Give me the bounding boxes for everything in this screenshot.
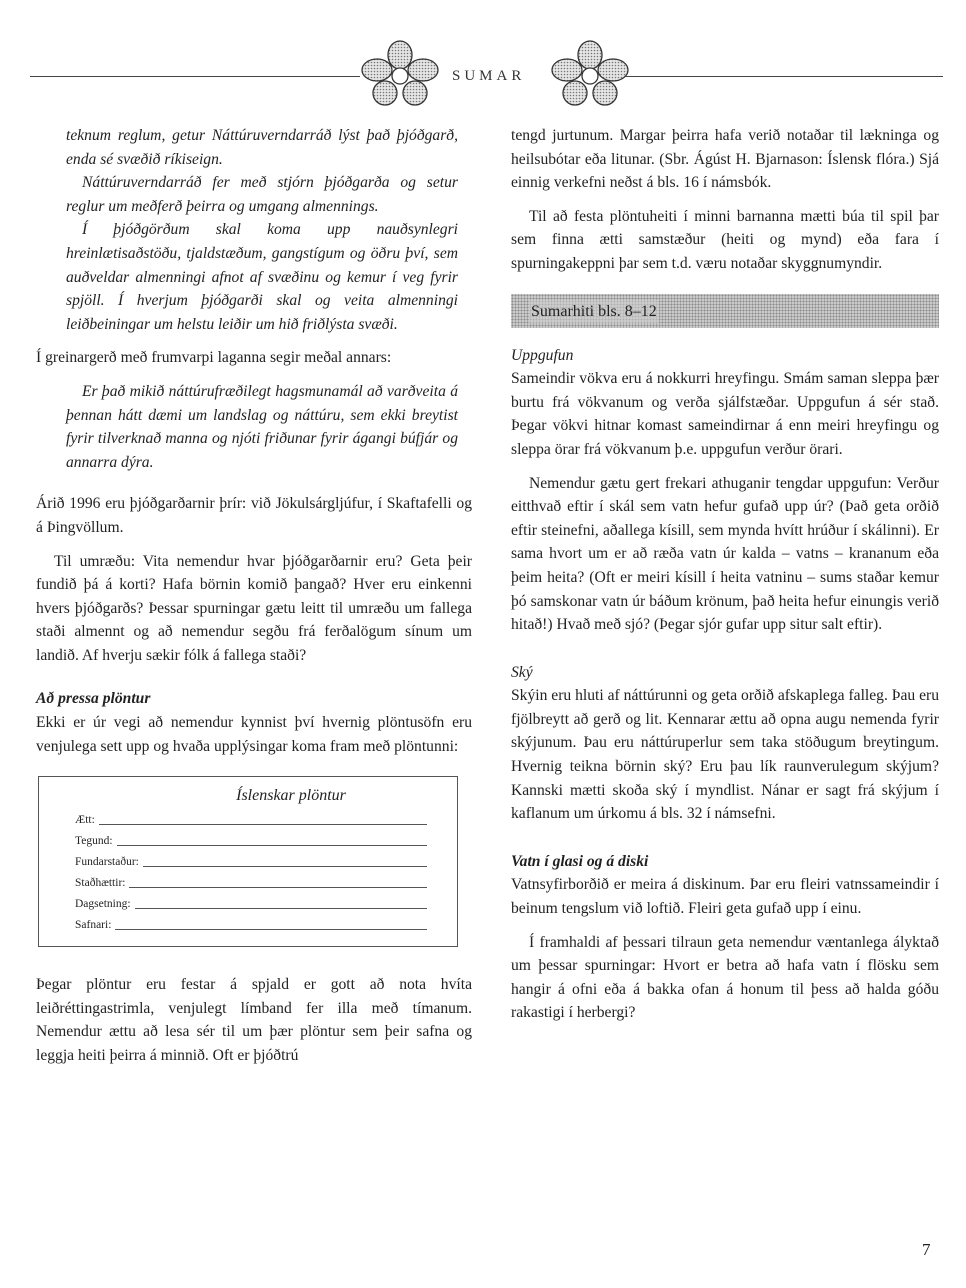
law-quote-p2: Náttúruverndarráð fer með stjórn þjóðgarða og setur reglur um meðferð þeirra og umgang almennings.	[66, 174, 458, 215]
section-banner-label: Sumarhiti bls. 8–12	[529, 300, 659, 324]
header-label: SUMAR	[452, 68, 526, 84]
discussion-paragraph: Til umræðu: Vita nemendur hvar þjóðgarðarnir eru? Geta þeir fundið þá á korti? Hafa börnin komið þangað? Hver eru einkenni hvers þjóðgarðs? Þessar spurningar gætu leitt til umræðu um fallega staði almennt og að nemendur segðu frá ferðalögum sínum um landið. Af hverju sækir fólk á fallega staði?	[36, 552, 472, 664]
page-header	[0, 40, 966, 120]
evaporation-p1: Sameindir vökva eru á nokkurri hreyfingu. Smám saman sleppa þær burtu frá vökvanum og verða sjálfstæðar. Uppgufun á sér stað. Þegar vökvi hitnar komast sameindirnar á enn meiri hreyfingu og sleppa örar frá vökvanum þ.e. uppgufun verður örari.	[511, 370, 939, 458]
press-plants-text: Ekki er úr vegi að nemendur kynnist því hvernig plöntusöfn eru venjulega sett upp og hvaða upplýsingar koma fram með plöntunni:	[36, 714, 472, 755]
page-number: 7	[922, 1240, 931, 1259]
law-quote-p1: teknum reglum, getur Náttúruverndarráð lýst það þjóðgarð, enda sé svæðið ríkiseign.	[66, 127, 458, 168]
parks-1996-paragraph: Árið 1996 eru þjóðgarðarnir þrír: við Jökulsárgljúfur, í Skaftafelli og á Þingvöllum.	[36, 495, 472, 536]
clouds-heading: Ský	[511, 663, 533, 681]
section-banner	[511, 294, 939, 328]
form-field-stadhaettir: Staðhættir:	[75, 873, 447, 894]
water-glass-p1: Vatnsyfirborðið er meira á diskinum. Þar eru fleiri vatnssameindir í beinum tengslum við loftið. Fleiri geta gufað upp í einu.	[511, 876, 939, 918]
law-quote-p3: Í þjóðgörðum skal koma upp nauðsynlegri hreinlætisaðstöðu, tjaldstæðum, gangstígum og öðru því, sem auðveldar almenningi afnot af svæðinu og kemur í veg fyrir spjöll. Í hverjum þjóðgarði skal og veita almenningi leiðbeiningar um helstu leiðir um hið friðlýsta svæði.	[66, 221, 458, 333]
form-field-safnari: Safnari:	[75, 915, 447, 936]
plant-label-form	[38, 776, 458, 947]
water-glass-p2: Í framhaldi af þessari tilraun geta nemendur væntanlega ályktað um þessar spurningar: Hvort er betra að hafa vatn í flösku sem hangir á ofni eða á bakka ofan á honum til þess að halda góðu rakastigi í herbergi?	[511, 933, 939, 1022]
evaporation-heading: Uppgufun	[511, 346, 574, 364]
water-glass-heading: Vatn í glasi og á diski	[511, 852, 649, 870]
left-column	[36, 124, 472, 1078]
form-field-dagsetning: Dagsetning:	[75, 894, 447, 915]
flower-icon	[545, 40, 635, 110]
form-title: Íslenskar plöntur	[236, 787, 346, 805]
folklore-paragraph: tengd jurtunum. Margar þeirra hafa verið notaðar til lækninga og heilsubótar eða litunar. (Sbr. Ágúst H. Bjarnason: Íslensk flóra.) Sjá einnig verkefni neðst á bls. 16 í námsbók.	[511, 127, 939, 192]
right-column	[511, 124, 939, 1035]
form-field-tegund: Tegund:	[75, 831, 447, 852]
plant-names-paragraph: Til að festa plöntuheiti í minni barnanna mætti búa til spil þar sem finna ætti samstæður (heiti og mynd) eða fara í spurningakeppni þar sem t.d. væru notaðar skyggnumyndir.	[511, 207, 939, 272]
bill-quote-text: Er það mikið náttúrufræðilegt hagsmunamál að varðveita á þennan hátt dæmi um landslag og náttúru, sem ekki breytist fyrir tilverknað manna og njóti friðunar fyrir ágangi búfjár og annarra dýra.	[66, 382, 458, 471]
law-quote	[66, 124, 458, 336]
mounting-paragraph: Þegar plöntur eru festar á spjald er gott að nota hvíta leiðréttingastrimla, venjulegt límband fer illa með tímanum. Nemendur ættu að lesa sér til um þær plöntur sem þeir safna og leggja heiti þeirra á minnið. Oft er þjóðtrú	[36, 976, 472, 1065]
header-rule-right	[625, 76, 943, 77]
evaporation-p2: Nemendur gætu gert frekari athuganir tengdar uppgufun: Verður eitthvað eftir í skál sem vatn hefur gufað upp úr? (Það geta orðið eftir steinefni, aðallega kísill, sem mynda hvítt hrúður í skálinni). Er sama hvort um er að ræða vatn úr kalda – vatns – krananum eða þeim heita? (Oft er meiri kísill í heita vatninu – sums staðar kemur þó samskonar vatn úr báðum krönum, það heita hefur einungis verið hitað!) Hvað með sjó? (Þegar sjór gufar upp situr salt eftir).	[511, 474, 939, 634]
header-rule-left	[30, 76, 360, 77]
press-plants-heading: Að pressa plöntur	[36, 690, 151, 708]
clouds-p1: Skýin eru hluti af náttúrunni og geta orðið afskaplega falleg. Þau eru fjölbreytt að gerð og lit. Kennarar ættu að opna augu nemenda fyrir skýjunum. Þau eru náttúruperlur sem taka stöðugum breytingum. Hvernig teikna börnin ský? Eru þau lík raunverulegum skýjum? Kannski mætti skoða ský í myndlist. Nánar er sagt frá skýjum í kaflanum um úrkomu á bls. 32 í námsefni.	[511, 687, 939, 823]
flower-icon	[355, 40, 445, 110]
intro-paragraph: Í greinargerð með frumvarpi laganna segir meðal annars:	[36, 349, 392, 367]
form-field-aett: Ætt:	[75, 810, 447, 831]
form-field-fundarstadur: Fundarstaður:	[75, 852, 447, 873]
bill-quote	[66, 380, 458, 474]
